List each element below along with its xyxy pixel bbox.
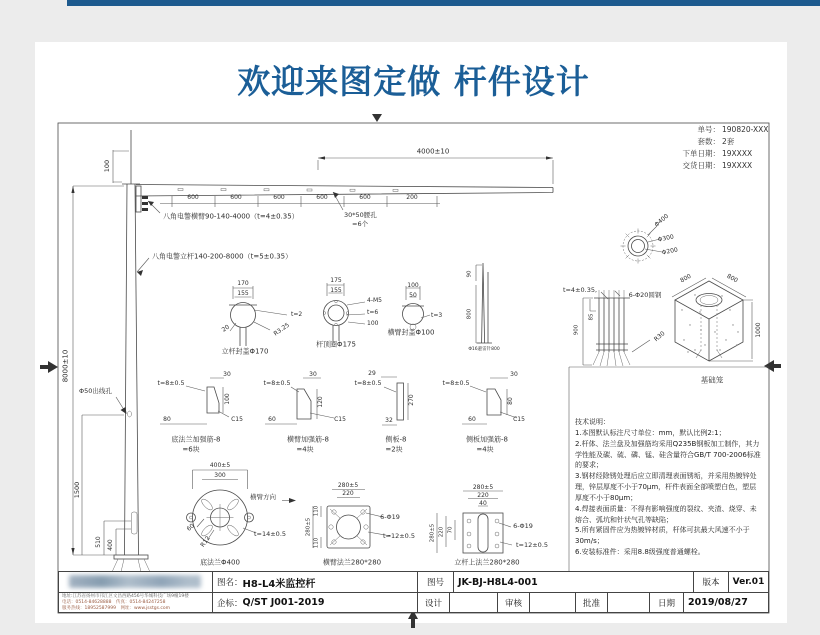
- dim-label: t=8±0.5: [354, 379, 382, 387]
- dim-label: t=8±0.5: [263, 379, 291, 387]
- dim-label: t=6: [367, 309, 379, 316]
- design-label: 设计: [417, 592, 449, 612]
- dim-label: 100: [407, 282, 419, 289]
- drawing-name-label: 图名：: [217, 578, 243, 588]
- dim-label: 30: [510, 371, 518, 378]
- detail-pole-flange-280: [437, 491, 512, 553]
- order-info-value: 190820-XXX: [722, 125, 769, 134]
- dim-label: t=12±0.5: [515, 540, 549, 549]
- dim-label: 280±5: [337, 482, 359, 489]
- order-info-row: [676, 136, 768, 148]
- dim-label: 80: [163, 416, 171, 423]
- company-phone: 电话：0514-84628888 传真：0514-84247258: [62, 599, 166, 605]
- dim-label: R3.25: [272, 321, 291, 338]
- dim-label: Φ400: [653, 212, 671, 229]
- dim-label: 600: [359, 194, 371, 201]
- dim-label: 立杆封盖Φ170: [221, 347, 269, 356]
- dim-label: =4块: [476, 445, 494, 454]
- dim-label: 220: [342, 490, 354, 497]
- order-info-value: 2套: [722, 137, 735, 146]
- dim-label: 横臂法兰280*280: [322, 558, 382, 567]
- dim-label: t=14±0.5: [253, 529, 287, 538]
- approve-value-blank: [607, 592, 649, 612]
- note-item: 5.所有紧固件应为热镀锌材质，杆体可抗最大风速不小于30m/s；: [575, 526, 750, 546]
- dim-label: 横臂方向: [250, 492, 276, 501]
- technical-notes: [575, 417, 763, 558]
- company-logo: [69, 575, 201, 588]
- dim-label: 400±5: [209, 462, 231, 469]
- dim-label: 90: [466, 270, 473, 278]
- date-label: 日期: [649, 592, 683, 612]
- page-title: 欢迎来图定做 杆件设计: [237, 62, 590, 101]
- order-info-label: 交货日期：: [682, 161, 720, 170]
- company-logo-cell: [59, 572, 212, 592]
- order-info-value: 19XXXX: [722, 149, 753, 158]
- dim-label: 220: [477, 492, 489, 499]
- dim-label: 800: [466, 308, 473, 320]
- dim-label: 110: [313, 505, 320, 517]
- dim-label: 1500: [72, 481, 81, 499]
- company-info-cell: [59, 592, 212, 612]
- dim-label: 280±5: [305, 517, 312, 537]
- order-info-row: [676, 148, 768, 160]
- dim-label: t=4±0.35,: [562, 285, 598, 294]
- dim-label: 170: [237, 280, 249, 287]
- dim-label: 120: [317, 396, 324, 408]
- dim-label: 6-Φ20圆钢: [628, 290, 662, 299]
- version-value: Ver.01: [728, 572, 768, 592]
- review-value-blank: [529, 592, 575, 612]
- dim-label: 立杆上法兰280*280: [454, 558, 520, 567]
- order-info-label: 单号：: [697, 125, 720, 134]
- dim-label: t=2: [291, 311, 303, 318]
- dim-label: 600: [230, 194, 242, 201]
- note-item: 2.杆体、法兰盘及加强筋均采用Q235B钢板加工制作，其力学性能及碳、硫、磷、锰、硅含量符合GB/T 700-2006标准的要求；: [575, 439, 761, 470]
- dim-label: t=3: [431, 312, 443, 319]
- note-item: 3.钢材经除锈处理后应立即清理表面锈垢，并采用热镀锌处理，锌层厚度不小于70μm，杆件表面全部喷塑白色，塑层厚度不小于80μm；: [575, 472, 757, 502]
- dim-label: 60: [468, 416, 476, 423]
- dim-label: 800: [679, 272, 693, 285]
- dim-label: t=8±0.5: [157, 379, 185, 387]
- dim-label: 100: [102, 159, 111, 173]
- dim-label: 900: [573, 324, 580, 336]
- dim-label: 510: [95, 536, 102, 548]
- note-item: 6.安装标准件：采用8.8级强度普通螺栓。: [575, 548, 705, 557]
- dim-label: 110: [313, 537, 320, 549]
- dim-label: 1000: [755, 322, 762, 338]
- dim-label: =2块: [385, 445, 403, 454]
- standard-value: Q/ST J001-2019: [242, 597, 325, 608]
- title-block-table: [58, 571, 769, 613]
- dim-label: =4块: [296, 445, 314, 454]
- dim-label: 侧板-8: [385, 435, 407, 444]
- dim-label: 70: [447, 526, 454, 534]
- dim-label: 600: [273, 194, 285, 201]
- order-info-value: 19XXXX: [722, 161, 753, 170]
- dim-label: 60: [185, 522, 196, 533]
- dim-label: =6块: [182, 445, 200, 454]
- dim-label: 横臂封盖Φ100: [387, 328, 435, 337]
- note-item: 1.本图默认标注尺寸单位：mm，默认比例2:1；: [575, 428, 726, 437]
- version-label: 版本: [693, 572, 728, 592]
- dim-label: 400: [107, 539, 114, 551]
- drawing-name-cell: [212, 572, 417, 592]
- dim-label: 800: [725, 272, 739, 285]
- dim-label: 29: [368, 370, 376, 377]
- dim-label: 6-Φ19: [513, 521, 533, 530]
- dim-label: 八角电警立杆140-200-8000（t=5±0.35）: [152, 252, 293, 261]
- dim-label: 100: [367, 320, 379, 327]
- order-info: [676, 124, 768, 172]
- dim-label: Φ50出线孔: [79, 386, 112, 395]
- order-info-label: 套数：: [697, 137, 720, 146]
- dim-label: R30: [652, 330, 667, 344]
- anchor-cage-front: [583, 290, 650, 366]
- dim-label: 横臂加强筋-8: [287, 435, 329, 444]
- concrete-speckles: [681, 294, 738, 352]
- dim-label: =6个: [352, 219, 369, 228]
- dim-label: 220: [438, 526, 445, 538]
- dim-label: 侧板加强筋-8: [466, 435, 508, 444]
- dim-label: 280±5: [472, 484, 494, 491]
- dim-label: 30: [309, 371, 317, 378]
- dim-label: t=8±0.5: [442, 379, 470, 387]
- top-mark-icon: [372, 114, 382, 122]
- dim-label: 50: [409, 292, 417, 299]
- dim-label: 4000±10: [416, 147, 450, 156]
- company-hotline: 服务热线：18952587999 网址：www.jsstgs.com: [62, 605, 170, 611]
- dim-label: 600: [187, 194, 199, 201]
- dim-label: 155: [330, 286, 342, 294]
- company-address: 地址:江苏省扬州市邗江区文昌西路456号华城科技广场9幢19楼: [62, 594, 189, 599]
- dim-label: 200: [406, 194, 418, 201]
- dim-label: R12: [199, 534, 212, 549]
- order-info-label: 下单日期：: [682, 149, 720, 158]
- order-info-row: [676, 160, 768, 172]
- drawing-no-label: 图号: [417, 572, 453, 592]
- dim-label: 40: [479, 499, 487, 507]
- dim-label: 8000±10: [61, 349, 70, 383]
- note-item: 4.焊接表面质量：不得有影响强度的裂纹、夹渣、烧穿、未熔合、弧坑和针状气孔等缺陷；: [575, 504, 757, 524]
- dim-label: 600: [316, 194, 328, 201]
- standard-cell: [212, 592, 417, 612]
- dim-label: C15: [513, 416, 525, 423]
- dim-label: 八角电警横臂90-140-4000（t=4±0.35）: [163, 212, 299, 221]
- dim-label: 80: [507, 397, 514, 405]
- dim-label: 底法兰Φ400: [200, 558, 240, 567]
- approve-label: 批准: [575, 592, 607, 612]
- dim-label: t=12±0.5: [382, 531, 416, 540]
- dim-label: 280±5: [429, 523, 436, 543]
- dim-label: 4-M5: [367, 297, 382, 304]
- dim-label: C15: [334, 416, 346, 423]
- dim-label: C15: [231, 416, 243, 423]
- detail-flange-rings: [621, 226, 663, 264]
- dim-label: 60: [268, 416, 276, 423]
- dim-label: 32: [385, 417, 393, 424]
- standard-label: 企标：: [217, 598, 243, 609]
- dim-label: 300: [214, 472, 226, 479]
- dim-label: 100: [224, 393, 231, 405]
- drawing-no: JK-BJ-H8L4-001: [453, 572, 693, 592]
- dim-label: 85: [588, 313, 595, 321]
- dim-label: 6-Φ19: [380, 512, 400, 521]
- detail-lightning-rod: [476, 263, 492, 343]
- dim-label: Φ300: [657, 233, 675, 244]
- right-mark-icon: [764, 360, 781, 372]
- dim-label: 基础笼: [700, 375, 724, 385]
- dim-label: Φ16避雷针800: [468, 346, 500, 352]
- dim-label: 20: [220, 323, 231, 334]
- dim-label: 175: [330, 277, 342, 284]
- dim-label: 杆顶圈Φ175: [316, 340, 356, 349]
- design-value-blank: [449, 592, 497, 612]
- dim-label: Φ200: [661, 246, 679, 257]
- date-value: 2019/08/27: [683, 592, 768, 612]
- drawing-name: H8-L4米监控杆: [242, 578, 316, 590]
- dim-label: 30: [223, 371, 231, 378]
- review-label: 审核: [497, 592, 529, 612]
- left-mark-icon: [40, 361, 58, 373]
- order-info-row: [676, 124, 768, 136]
- dim-label: 155: [237, 289, 249, 297]
- dim-label: 30*50腰孔: [344, 210, 377, 219]
- notes-title: 技术说明：: [575, 418, 610, 426]
- dim-label: 270: [408, 394, 415, 406]
- dim-label: 底法兰加强筋-8: [171, 435, 221, 444]
